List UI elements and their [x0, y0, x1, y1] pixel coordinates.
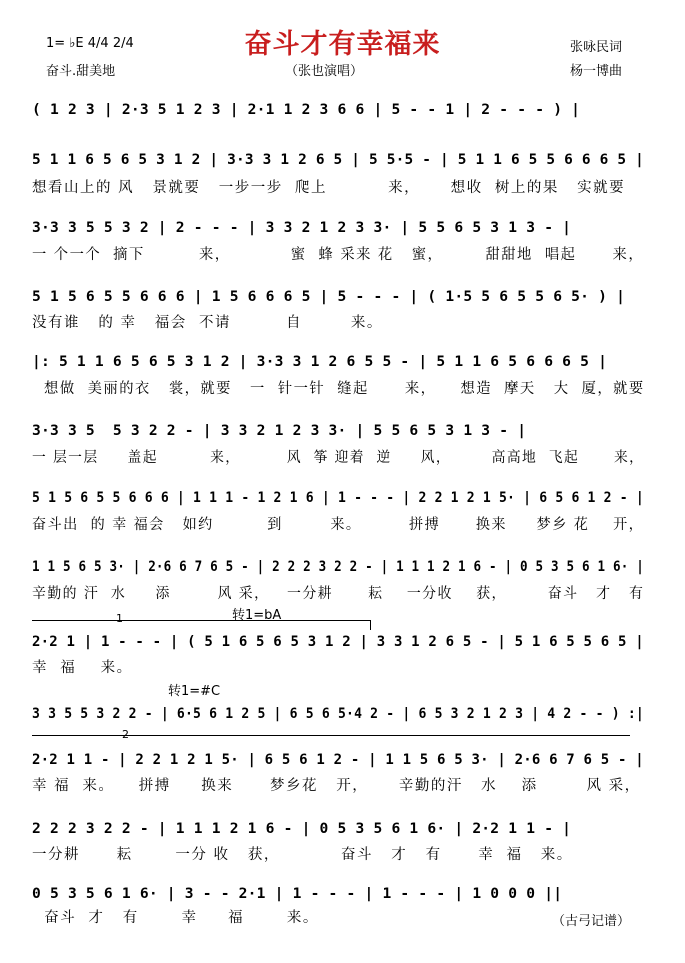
notation-line: 2·2 1 | 1 - - - | ( 5 1 6 5 6 5 3 1 2 | 3 3 1 2 6 5 - | 5 1 6 5 5 6 5 | [32, 633, 644, 650]
lyric-line: 奋斗 才 有 幸 福 来。 [32, 910, 319, 926]
notation-line: |: 5 1 1 6 5 6 5 3 1 2 | 3·3 3 1 2 6 5 5 - | 5 1 1 6 5 6 6 6 5 | [32, 353, 608, 370]
notation-line: 2 2 2 3 2 2 - | 1 1 1 2 1 6 - | 0 5 3 5 6 1 6· | 2·2 1 1 - | [32, 820, 572, 837]
lyric-line: 幸 福 来。 拼搏 换来 梦乡花 开， 辛勤的汗 水 添 风 采， [32, 778, 641, 794]
lyric-line: 幸 福 来。 [32, 660, 133, 676]
notation-line: 3·3 3 5 5 3 2 | 2 - - - | 3 3 2 1 2 3 3· | 5 5 6 5 3 1 3 - | [32, 219, 572, 236]
song-title: 奋斗才有幸福来 [244, 29, 441, 60]
notation-line: ( 1 2 3 | 2·3 5 1 2 3 | 2·1 1 2 3 6 6 | 5 - - 1 | 2 - - - ) | [32, 101, 581, 118]
lyric-line: 一分耕 耘 一分 收 获， 奋斗 才 有 幸 福 来。 [32, 847, 573, 863]
volta-bracket [32, 620, 370, 621]
key-change-annotation: 转1=bA [232, 608, 282, 623]
lyric-line: 一 个一个 摘下 来， 蜜 蜂 采来 花 蜜， 甜甜地 唱起 来， [32, 247, 645, 263]
volta-number: 2 [122, 728, 129, 741]
lyric-line: 奋斗出 的 幸 福会 如约 到 来。 拼搏 换来 梦乡 花 开， [32, 517, 645, 533]
volta-bracket-end [370, 620, 371, 630]
notation-line: 5 1 5 6 5 5 6 6 6 | 1 5 6 6 6 5 | 5 - - - | ( 1·5 5 6 5 5 6 5· ) | [32, 288, 626, 305]
lyric-line: 辛勤的 汗 水 添 风 采， 一分耕 耘 一分收 获， 奋斗 才 有 [32, 586, 645, 602]
lyric-line: 没有谁 的 幸 福会 不请 自 来。 [32, 315, 383, 331]
key-signature: 1= ♭E 4/4 2/4 [46, 36, 134, 51]
notation-line: 5 1 1 6 5 6 5 3 1 2 | 3·3 3 1 2 6 5 | 5 5·5 - | 5 1 1 6 5 5 6 6 6 5 | [32, 151, 644, 168]
notation-line: 1 1 5 6 5 3· | 2·6 6 7 6 5 - | 2 2 2 3 2 2 - | 1 1 1 2 1 6 - | 0 5 3 5 6 1 6· | [32, 558, 644, 575]
notation-line: 5 1 5 6 5 5 6 6 6 | 1 1 1 - 1 2 1 6 | 1 - - - | 2 2 1 2 1 5· | 6 5 6 1 2 - | [32, 489, 644, 506]
volta-number: 1 [116, 612, 123, 625]
key-change-annotation: 转1=#C [168, 684, 221, 699]
performer-credit: （张也演唱） [285, 64, 364, 79]
expression-marking: 奋斗.甜美地 [46, 64, 116, 79]
lyric-line: 想做 美丽的衣 裳，就要 一 针一针 缝起 来， 想造 摩天 大 厦，就要 [32, 381, 645, 397]
notation-line: 3·3 3 5 5 3 2 2 - | 3 3 2 1 2 3 3· | 5 5 6 5 3 1 3 - | [32, 422, 527, 439]
source-credit: （古弓记谱） [552, 914, 631, 929]
composer-credit: 杨一博曲 [570, 64, 623, 79]
notation-line: 2·2 1 1 - | 2 2 1 2 1 5· | 6 5 6 1 2 - | 1 1 5 6 5 3· | 2·6 6 7 6 5 - | [32, 751, 644, 768]
notation-line: 3 3 5 5 3 2 2 - | 6·5 6 1 2 5 | 6 5 6 5·4 2 - | 6 5 3 2 1 2 3 | 4 2 - - ) :| [32, 705, 644, 722]
lyric-line: 想看山上的 风 景就要 一步一步 爬上 来， 想收 树上的果 实就要 [32, 180, 626, 196]
notation-line: 0 5 3 5 6 1 6· | 3 - - 2·1 | 1 - - - | 1 - - - | 1 0 0 0 || [32, 885, 563, 902]
lyricist-credit: 张咏民词 [570, 40, 623, 55]
lyric-line: 一 层一层 盖起 来， 风 筝 迎着 逆 风， 高高地 飞起 来， [32, 450, 645, 466]
